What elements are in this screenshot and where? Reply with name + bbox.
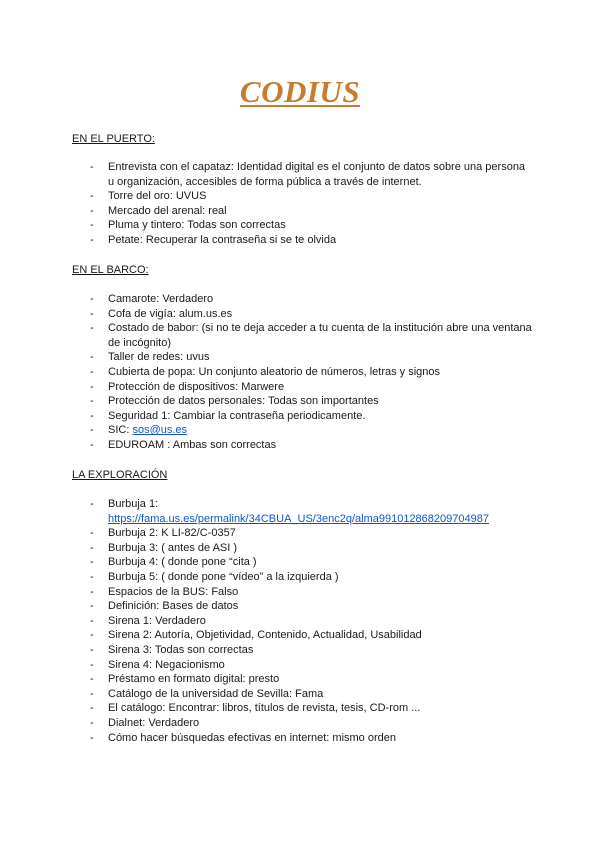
list-item [72,570,532,585]
list-item [72,438,532,453]
item-text: Dialnet: Verdadero [108,716,200,729]
bullet-dash: - [90,614,94,627]
bullet-dash: - [90,219,94,232]
bullet-dash: - [90,629,94,642]
list-item [72,423,532,438]
item-text: SIC: [108,424,133,437]
list-item [72,218,532,233]
bullet-dash: - [90,556,94,569]
bullet-dash: - [90,409,94,422]
bullet-dash: - [90,307,94,320]
item-text: Taller de redes: uvus [108,351,210,364]
bullet-dash: - [90,395,94,408]
bullet-dash: - [90,365,94,378]
item-list [72,292,532,453]
bullet-dash: - [90,498,94,510]
item-text: Protección de dispositivos: Marwere [108,380,285,393]
item-text: Cómo hacer búsquedas efectivas en internet: mismo orden [108,731,396,744]
item-text: Burbuja 1: [108,498,159,510]
list-item [72,292,532,307]
list-item [72,628,532,643]
page-title: CODIUS [239,74,361,109]
bullet-dash: - [90,570,94,583]
list-item [72,204,532,219]
burbuja1-link[interactable]: https://fama.us.es/permalink/34CBUA_US/3enc2q/alma991012868209704987 [108,512,489,525]
section-heading: EN EL BARCO: [72,264,149,276]
list-item [72,526,532,541]
bullet-dash: - [90,351,94,364]
list-item [72,555,532,570]
list-item [72,585,532,600]
list-item [72,672,532,687]
item-text: Sirena 1: Verdadero [108,614,206,627]
list-item [72,701,532,716]
item-text: Sirena 4: Negacionismo [108,658,225,671]
item-text: Cubierta de popa: Un conjunto aleatorio de números, letras y signos [108,365,441,378]
section-heading: EN EL PUERTO: [72,133,155,145]
list-item [72,409,532,424]
item-text: El catálogo: Encontrar: libros, títulos de revista, tesis, CD-rom ... [108,702,421,715]
bullet-dash: - [90,322,94,335]
item-list [72,160,532,248]
section-en-el-puerto [72,132,532,248]
list-item [72,160,532,189]
list-item [72,233,532,248]
item-text: Protección de datos personales: Todas son importantes [108,395,379,408]
item-text: Camarote: Verdadero [108,293,214,305]
bullet-dash: - [90,600,94,613]
item-list [72,497,532,745]
item-text: Seguridad 1: Cambiar la contraseña periodicamente. [108,409,366,422]
list-item [72,541,532,556]
list-item [72,307,532,322]
bullet-dash: - [90,233,94,246]
section-en-el-barco [72,263,532,453]
bullet-dash: - [90,541,94,554]
item-text: Mercado del arenal: real [108,204,227,217]
list-item [72,658,532,673]
bullet-dash: - [90,716,94,729]
section-heading: LA EXPLORACIÓN [72,469,168,481]
list-item [72,687,532,702]
item-text: Entrevista con el capataz: Identidad digital es el conjunto de datos sobre una persona u organización, accesibles de forma pública a través de internet. [108,161,526,188]
bullet-dash: - [90,380,94,393]
list-item [72,394,532,409]
item-text: Petate: Recuperar la contraseña si se te olvida [108,233,337,246]
item-text: Burbuja 3: ( antes de ASI ) [108,541,238,554]
bullet-dash: - [90,293,94,305]
list-item [72,321,532,350]
item-text: Espacios de la BUS: Falso [108,585,239,598]
item-text: Burbuja 5: ( donde pone “vídeo” a la izquierda ) [108,570,339,583]
item-text: Sirena 2: Autoría, Objetividad, Contenido, Actualidad, Usabilidad [108,629,422,642]
bullet-dash: - [90,673,94,686]
list-item [72,497,532,526]
item-text: Costado de babor: (si no te deja acceder a tu cuenta de la institución abre una ventana de incógnito) [108,322,532,349]
item-text: Torre del oro: UVUS [108,190,207,203]
list-item [72,731,532,746]
bullet-dash: - [90,731,94,744]
item-text: Sirena 3: Todas son correctas [108,643,254,656]
bullet-dash: - [90,527,94,540]
item-text: Pluma y tintero: Todas son correctas [108,219,286,232]
list-item [72,614,532,629]
list-item [72,380,532,395]
bullet-dash: - [90,161,94,173]
list-item [72,599,532,614]
section-la-exploracion [72,468,532,745]
bullet-dash: - [90,702,94,715]
bullet-dash: - [90,658,94,671]
list-item [72,365,532,380]
bullet-dash: - [90,687,94,700]
item-text: Definición: Bases de datos [108,600,239,613]
item-text: Catálogo de la universidad de Sevilla: Fama [108,687,324,700]
item-text: Cofa de vigía: alum.us.es [108,307,233,320]
list-item [72,350,532,365]
bullet-dash: - [90,190,94,203]
bullet-dash: - [90,438,94,451]
item-text: Burbuja 4: ( donde pone “cita ) [108,556,257,569]
bullet-dash: - [90,424,94,437]
bullet-dash: - [90,585,94,598]
list-item [72,189,532,204]
bullet-dash: - [90,643,94,656]
sic-email-link[interactable]: sos@us.es [132,424,188,437]
item-text: Burbuja 2: K LI-82/C-0357 [108,527,236,540]
list-item [72,643,532,658]
list-item [72,716,532,731]
item-text: Préstamo en formato digital: presto [108,673,280,686]
bullet-dash: - [90,204,94,217]
item-text: EDUROAM : Ambas son correctas [108,438,277,451]
